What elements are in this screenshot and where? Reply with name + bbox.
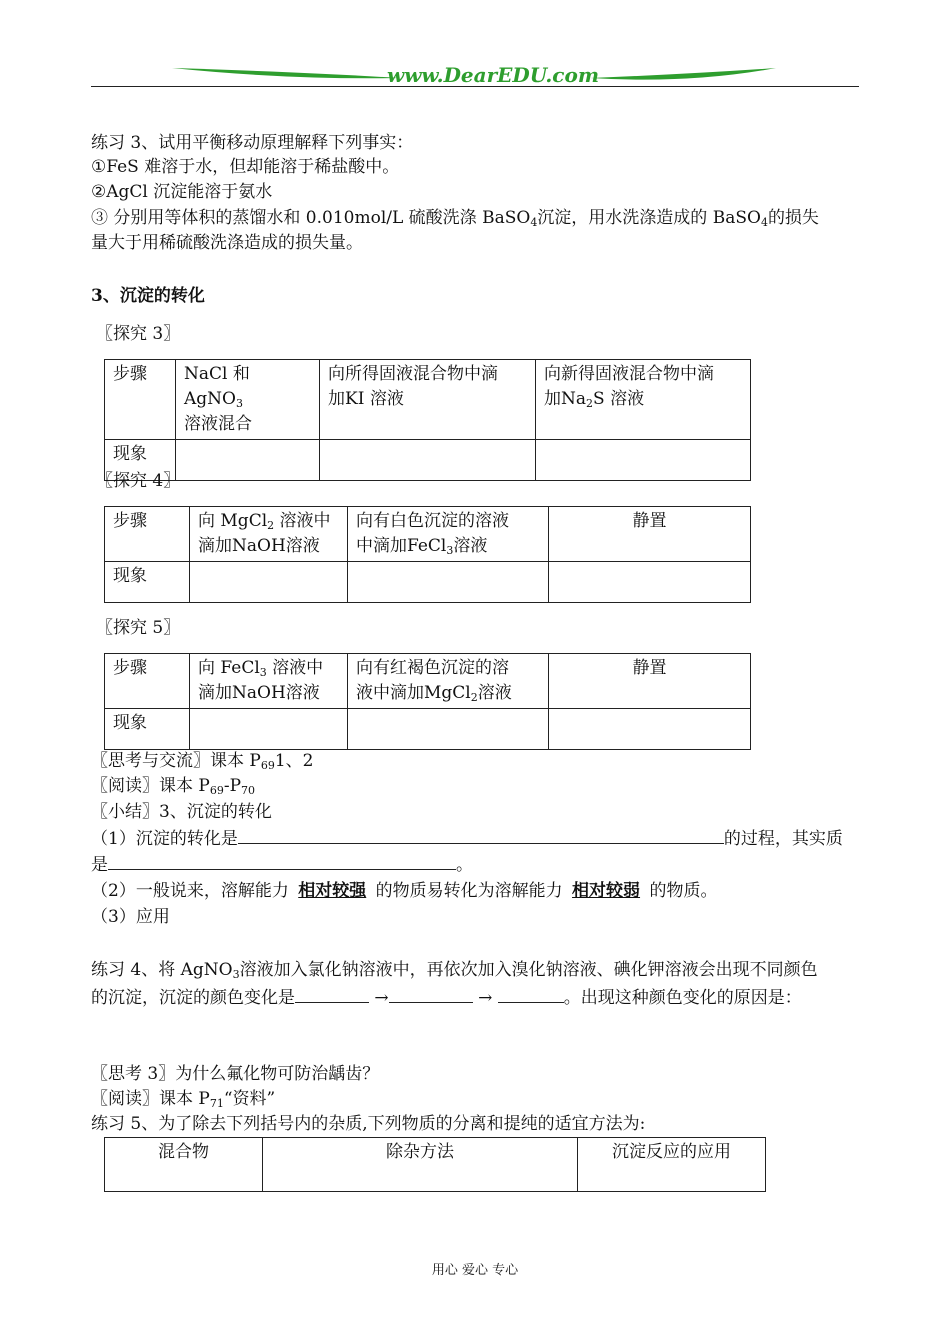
explore5-step2: 向有红褐色沉淀的溶 液中滴加MgCl$_2$溶液 bbox=[348, 654, 549, 709]
explore3-step2: 向所得固液混合物中滴 加KI 溶液 bbox=[320, 360, 536, 440]
arrow-icon: → bbox=[374, 988, 389, 1008]
blank-line[interactable] bbox=[238, 826, 724, 844]
summary-item1-cont: 是 。 bbox=[91, 852, 473, 877]
explore5-cell bbox=[190, 709, 348, 750]
explore3-label: 〖探究 3〗 bbox=[96, 324, 181, 344]
think-exchange: 〖思考与交流〗课本 $P_{69}1$、2 bbox=[91, 751, 314, 772]
ex5-header-application: 沉淀反应的应用 bbox=[578, 1138, 766, 1192]
logo-text: www.DearEDU.com bbox=[386, 63, 600, 87]
blank-line[interactable] bbox=[389, 985, 473, 1003]
logo-right-swoosh bbox=[590, 68, 776, 80]
explore4-phenomenon-label: 现象 bbox=[105, 562, 190, 603]
explore4-cell bbox=[348, 562, 549, 603]
explore3-step3: 向新得固液混合物中滴 加$Na_2S$ 溶液 bbox=[536, 360, 751, 440]
summary-item1: （1）沉淀的转化是 的过程，其实质 bbox=[91, 826, 843, 851]
explore3-step-label: 步骤 bbox=[105, 360, 176, 440]
ex3-item2: ②AgCl 沉淀能溶于氨水 bbox=[91, 182, 273, 202]
explore5-step3: 静置 bbox=[549, 654, 751, 709]
ex3-item3-a: ③ 分别用等体积的蒸馏水和 0.010mol/L 硫酸洗涤 BaSO bbox=[91, 208, 531, 228]
header-rule bbox=[91, 86, 859, 87]
arrow-icon: → bbox=[478, 988, 493, 1008]
explore3-cell bbox=[176, 440, 320, 481]
page-footer: 用心 爱心 专心 bbox=[431, 1263, 519, 1278]
read-note-2: 〖阅读〗课本 $P_{71}“$资料” bbox=[91, 1089, 276, 1110]
explore5-phenomenon-label: 现象 bbox=[105, 709, 190, 750]
summary-item3: （3）应用 bbox=[91, 907, 170, 927]
explore5-step1: 向 FeCl$_3$ 溶液中 滴加NaOH溶液 bbox=[190, 654, 348, 709]
explore4-step2: 向有白色沉淀的溶液 中滴加FeCl$_3$溶液 bbox=[348, 507, 549, 562]
summary-item2: （2）一般说来，溶解能力 相对较强 的物质易转化为溶解能力 相对较弱 的物质。 bbox=[91, 881, 718, 901]
explore5-table bbox=[104, 653, 751, 750]
ex3-title: 练习 3、试用平衡移动原理解释下列事实： bbox=[91, 133, 414, 153]
think3: 〖思考 3〗为什么氟化物可防治龋齿？ bbox=[91, 1064, 380, 1084]
explore3-step1: NaCl 和 AgNO$_3$ 溶液混合 bbox=[176, 360, 320, 440]
explore5-step-label: 步骤 bbox=[105, 654, 190, 709]
logo-left-swoosh bbox=[172, 68, 400, 78]
answer-weak: 相对较弱 bbox=[572, 881, 641, 901]
read-note: 〖阅读〗课本 $P_{69}-P_{70}$ bbox=[91, 776, 256, 797]
explore5-label: 〖探究 5〗 bbox=[96, 618, 181, 638]
blank-line[interactable] bbox=[108, 852, 456, 870]
explore5-cell bbox=[348, 709, 549, 750]
ex3-item3-line2: 量大于用稀硫酸洗涤造成的损失量。 bbox=[91, 233, 363, 253]
explore3-table bbox=[104, 359, 751, 481]
explore4-step-label: 步骤 bbox=[105, 507, 190, 562]
ex4-line2: 的沉淀，沉淀的颜色变化是 → → 。出现这种颜色变化的原因是： bbox=[91, 985, 802, 1010]
explore4-step3: 静置 bbox=[549, 507, 751, 562]
summary-title: 〖小结〗3、沉淀的转化 bbox=[91, 802, 272, 822]
explore3-cell bbox=[536, 440, 751, 481]
explore4-cell bbox=[190, 562, 348, 603]
explore3-cell bbox=[320, 440, 536, 481]
explore4-step1: 向 MgCl$_2$ 溶液中 滴加NaOH溶液 bbox=[190, 507, 348, 562]
explore5-cell bbox=[549, 709, 751, 750]
explore3-phenomenon-label: 现象 bbox=[105, 440, 176, 481]
ex5-title: 练习 5、为了除去下列括号内的杂质,下列物质的分离和提纯的适宜方法为: bbox=[91, 1114, 646, 1134]
section-heading: 3、沉淀的转化 bbox=[91, 286, 205, 306]
ex3-item1: ①FeS 难溶于水，但却能溶于稀盐酸中。 bbox=[91, 157, 400, 177]
answer-strong: 相对较强 bbox=[298, 881, 367, 901]
explore4-table bbox=[104, 506, 751, 603]
ex5-header-method: 除杂方法 bbox=[263, 1138, 578, 1192]
ex3-item3: ③ 分别用等体积的蒸馏水和 0.010mol/L 硫酸洗涤 BaSO$_4$沉淀，用水洗涤造成的 BaSO$_4$的损失 bbox=[91, 208, 819, 229]
ex5-table bbox=[104, 1137, 766, 1192]
explore4-label: 〖探究 4〗 bbox=[96, 471, 181, 491]
ex4-line1: 练习 4、将 AgNO$_3$溶液加入氯化钠溶液中，再依次加入溴化钠溶液、碘化钾溶液会出现不同颜色 bbox=[91, 960, 818, 981]
ex3-item3-b: 沉淀，用水洗涤造成的 BaSO bbox=[537, 208, 761, 228]
explore4-cell bbox=[549, 562, 751, 603]
ex5-header-mixture: 混合物 bbox=[105, 1138, 263, 1192]
ex3-item3-c: 的损失 bbox=[767, 208, 819, 228]
blank-line[interactable] bbox=[498, 985, 564, 1003]
blank-line[interactable] bbox=[295, 985, 369, 1003]
